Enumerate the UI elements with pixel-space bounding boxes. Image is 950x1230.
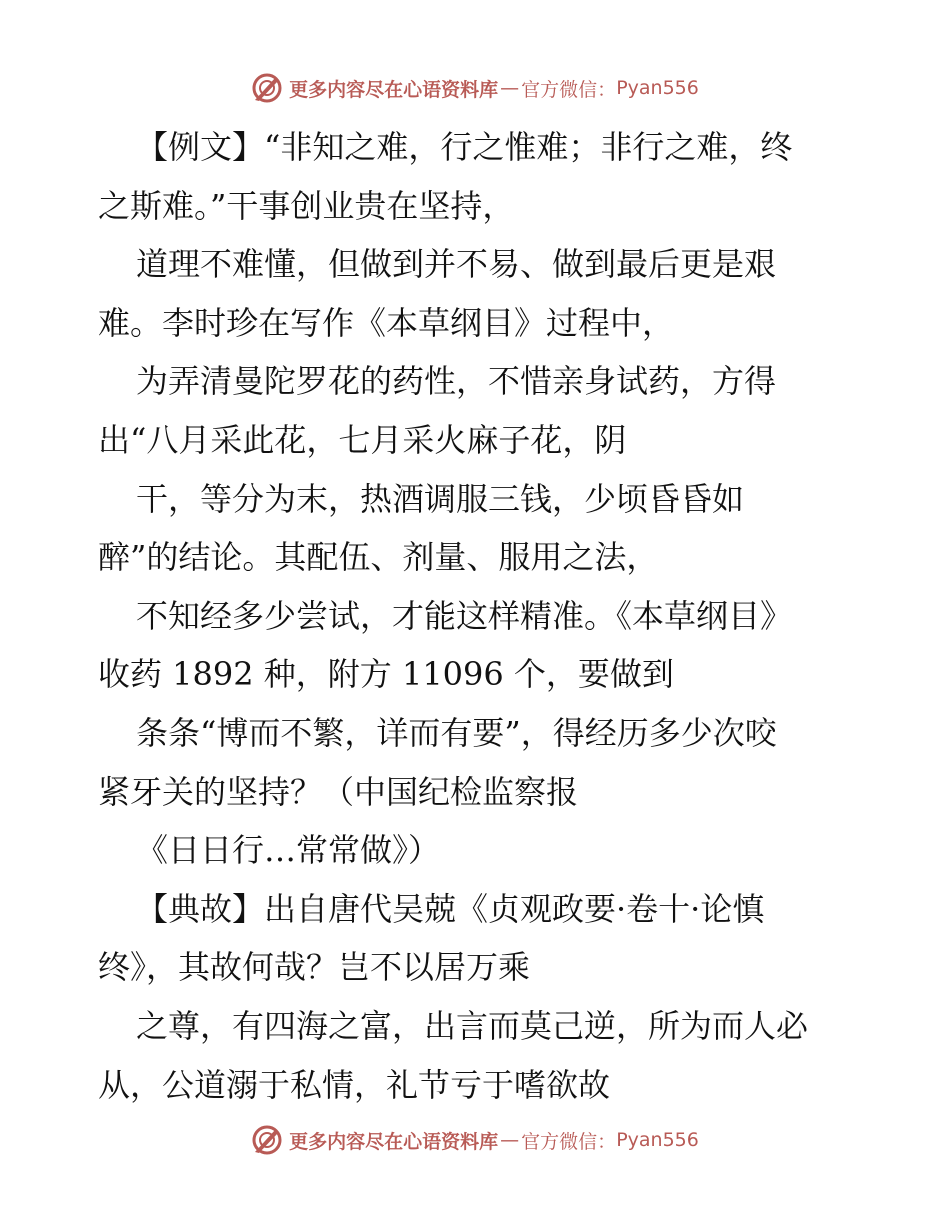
- text-line: 不知经多少尝试，才能这样精准。《本草纲目》: [136, 596, 793, 635]
- text-line: 【典故】出自唐代吴兢《贞观政要·卷十·论慎: [136, 889, 765, 928]
- text-line: 醉”的结论。其配伍、剂量、服用之法，: [98, 538, 659, 577]
- watermark-wechat-label: 官方微信：: [521, 78, 617, 101]
- watermark-separator: —: [500, 77, 520, 99]
- text-line: 紧牙关的坚持？（中国纪检监察报: [98, 772, 579, 811]
- watermark-wechat-label: 官方微信：: [521, 1130, 617, 1153]
- watermark-wechat-id: Pyan556: [616, 77, 699, 99]
- quill-seal-icon: [251, 1124, 283, 1156]
- footer-watermark: [0, 1124, 950, 1156]
- watermark-separator: —: [500, 1129, 520, 1151]
- text-line: 出“八月采此花，七月采火麻子花，阴: [98, 420, 627, 459]
- text-line: 《日日行…常常做》）: [136, 831, 441, 870]
- text-line: 收药 1892 种，附方 11096 个，要做到: [98, 655, 674, 694]
- watermark-brand: 更多内容尽在心语资料库: [289, 78, 499, 101]
- text-line: 从，公道溺于私情，礼节亏于嗜欲故: [98, 1065, 611, 1104]
- watermark-brand: 更多内容尽在心语资料库: [289, 1130, 499, 1153]
- text-line: 终》，其故何哉？岂不以居万乘: [98, 948, 531, 987]
- header-watermark: [0, 72, 950, 104]
- text-line: 条条“博而不繁，详而有要”，得经历多少次咬: [136, 713, 777, 752]
- text-line: 干，等分为末，热酒调服三钱，少顷昏昏如: [136, 479, 745, 518]
- text-line: 道理不难懂，但做到并不易、做到最后更是艰: [136, 245, 777, 284]
- quill-seal-icon: [251, 72, 283, 104]
- text-line: 之斯难。”干事创业贵在坚持，: [98, 186, 515, 225]
- text-line: 之尊，有四海之富，出言而莫己逆，所为而人必: [136, 1006, 809, 1045]
- text-line: 为弄清曼陀罗花的药性，不惜亲身试药，方得: [136, 362, 777, 401]
- text-line: 难。李时珍在写作《本草纲目》过程中，: [98, 303, 675, 342]
- watermark-wechat-id: Pyan556: [616, 1129, 699, 1151]
- text-line: 【例文】“非知之难，行之惟难；非行之难，终: [136, 128, 793, 166]
- document-body: [98, 118, 858, 1114]
